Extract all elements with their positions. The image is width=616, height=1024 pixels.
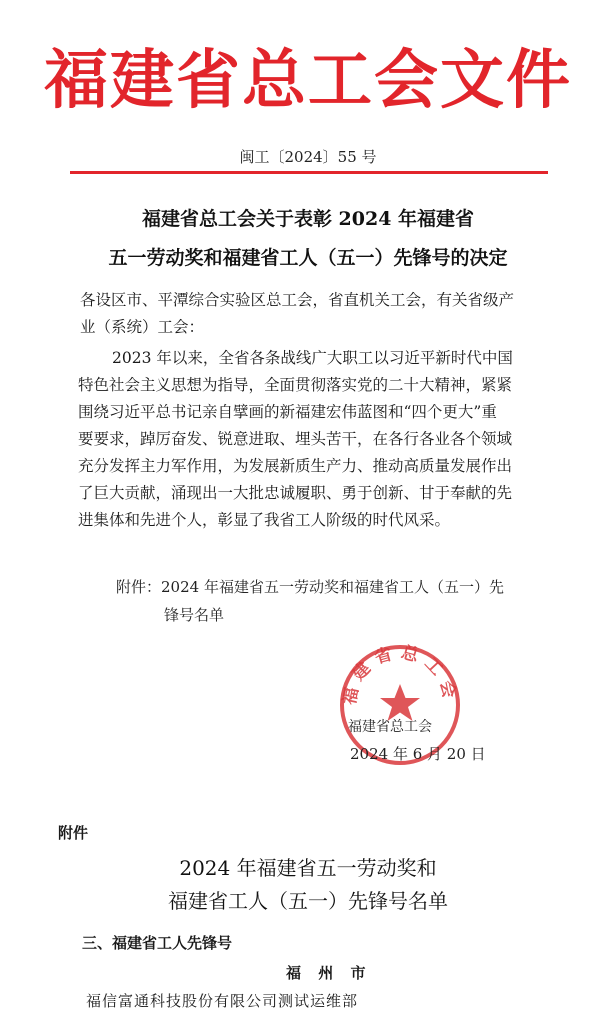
body-line: 充分发挥主力军作用，为发展新质生产力、推动高质量发展作出 bbox=[78, 457, 513, 475]
attachment-note-line-2: 锋号名单 bbox=[164, 606, 225, 624]
document-title-line-1: 福建省总工会关于表彰 2024 年福建省 bbox=[141, 208, 475, 230]
body-line: 围绕习近平总书记亲自擘画的新福建宏伟蓝图和“四个更大”重 bbox=[78, 403, 497, 421]
appendix-label: 附件 bbox=[58, 824, 89, 842]
document-masthead: 福建省总工会文件 bbox=[44, 43, 572, 118]
document-title-line-2: 五一劳动奖和福建省工人（五一）先锋号的决定 bbox=[108, 247, 508, 269]
appendix-section-heading: 三、福建省工人先锋号 bbox=[82, 934, 233, 952]
header-divider bbox=[70, 171, 548, 174]
body-line: 了巨大贡献，涌现出一大批忠诚履职、勇于创新、甘于奉献的先 bbox=[78, 484, 513, 502]
addressee-line-2: 业（系统）工会： bbox=[80, 318, 205, 336]
body-line: 2023 年以来，全省各条战线广大职工以习近平新时代中国 bbox=[112, 349, 513, 367]
seal-text: 福建省总工会 bbox=[339, 642, 461, 707]
attachment-note-line-1: 附件：2024 年福建省五一劳动奖和福建省工人（五一）先 bbox=[116, 578, 504, 596]
appendix-title-line-2: 福建省工人（五一）先锋号名单 bbox=[168, 889, 448, 913]
body-line: 要要求，踔厉奋发、锐意进取、埋头苦干，在各行各业各个领域 bbox=[78, 430, 513, 448]
document-number: 闽工〔2024〕55 号 bbox=[239, 148, 377, 166]
signing-date: 2024 年 6 月 20 日 bbox=[350, 745, 486, 763]
body-line: 特色社会主义思想为指导，全面贯彻落实党的二十大精神，紧紧 bbox=[78, 376, 513, 394]
appendix-company-name: 福信富通科技股份有限公司测试运维部 bbox=[86, 992, 359, 1010]
body-line: 进集体和先进个人，彰显了我省工人阶级的时代风采。 bbox=[78, 511, 451, 529]
appendix-title-line-1: 2024 年福建省五一劳动奖和 bbox=[179, 856, 437, 880]
addressee-line-1: 各设区市、平潭综合实验区总工会，省直机关工会，有关省级产 bbox=[80, 291, 515, 309]
appendix-city-heading: 福 州 市 bbox=[286, 964, 372, 982]
signing-organization: 福建省总工会 bbox=[348, 719, 432, 735]
